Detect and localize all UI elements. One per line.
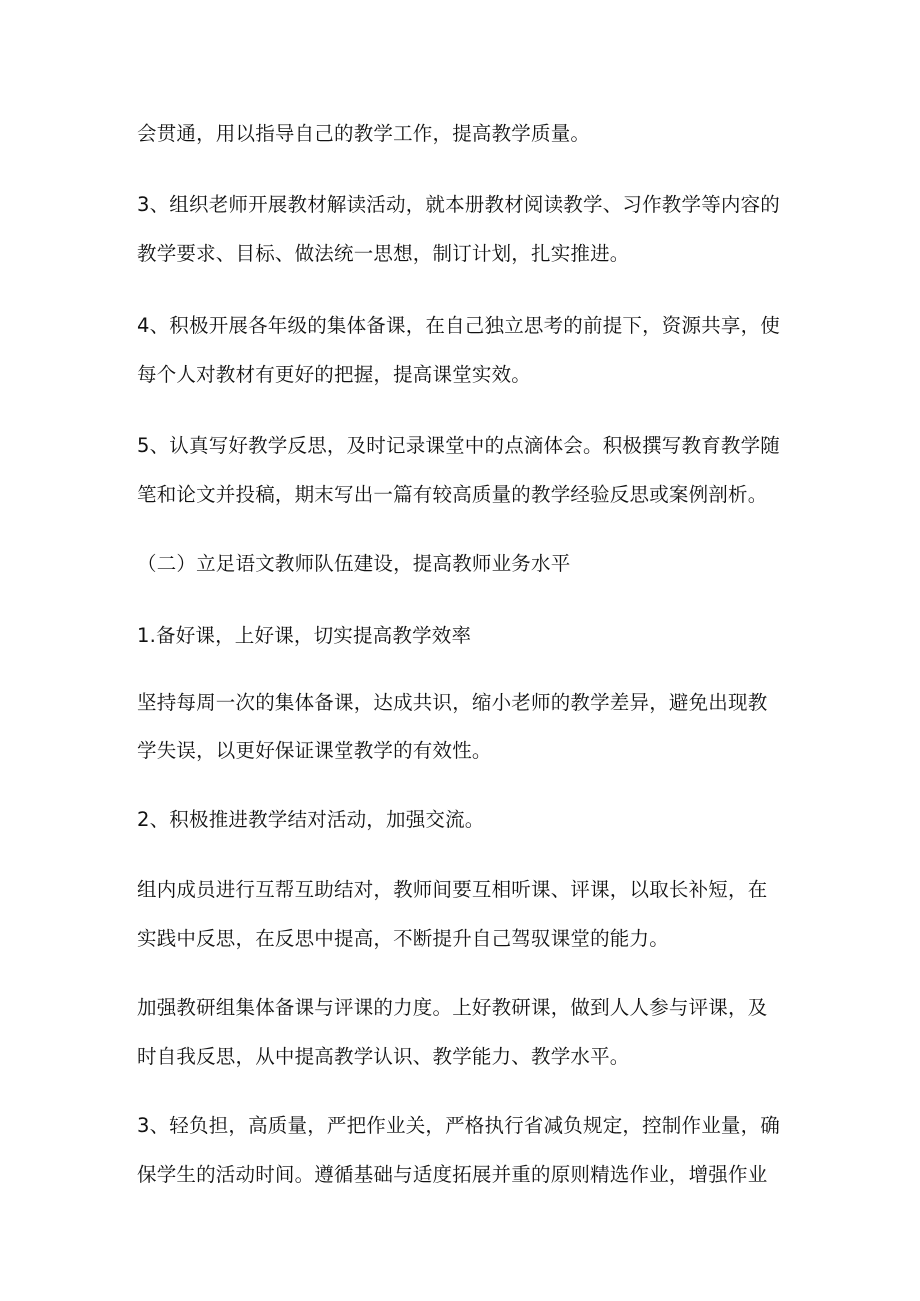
text-line-16: 时自我反思，从中提高教学认识、教学能力、教学水平。	[137, 1045, 630, 1068]
subheading-2: 2、积极推进教学结对活动，加强交流。	[137, 808, 485, 831]
text-line-10: 坚持每周一次的集体备课，达成共识，缩小老师的教学差异，避免出现教	[137, 691, 768, 714]
text-line-15: 加强教研组集体备课与评课的力度。上好教研课，做到人人参与评课，及	[137, 996, 768, 1019]
text-line-13: 组内成员进行互帮互助结对，教师间要互相听课、评课，以取长补短，在	[137, 878, 768, 901]
section-heading: （二）立足语文教师队伍建设，提高教师业务水平	[137, 552, 571, 575]
text-line-5: 每个人对教材有更好的把握，提高课堂实效。	[137, 363, 532, 386]
text-line-7: 笔和论文并投稿，期末写出一篇有较高质量的教学经验反思或案例剖析。	[137, 483, 768, 506]
text-line-4: 4、积极开展各年级的集体备课，在自己独立思考的前提下，资源共享，使	[137, 314, 781, 337]
text-line-11: 学失误，以更好保证课堂教学的有效性。	[137, 739, 492, 762]
text-line-18: 保学生的活动时间。遵循基础与适度拓展并重的原则精选作业，增强作业	[137, 1163, 768, 1186]
text-line-17: 3、轻负担，高质量，严把作业关，严格执行省减负规定，控制作业量，确	[137, 1114, 781, 1137]
text-line-6: 5、认真写好教学反思，及时记录课堂中的点滴体会。积极撰写教育教学随	[137, 434, 781, 457]
text-line-14: 实践中反思，在反思中提高，不断提升自己驾驭课堂的能力。	[137, 927, 669, 950]
text-line-1: 会贯通，用以指导自己的教学工作，提高教学质量。	[137, 122, 591, 145]
subheading-1: 1.备好课，上好课，切实提高教学效率	[137, 624, 472, 647]
text-line-2: 3、组织老师开展教材解读活动，就本册教材阅读教学、习作教学等内容的	[137, 193, 781, 216]
text-line-3: 教学要求、目标、做法统一思想，制订计划，扎实推进。	[137, 242, 630, 265]
